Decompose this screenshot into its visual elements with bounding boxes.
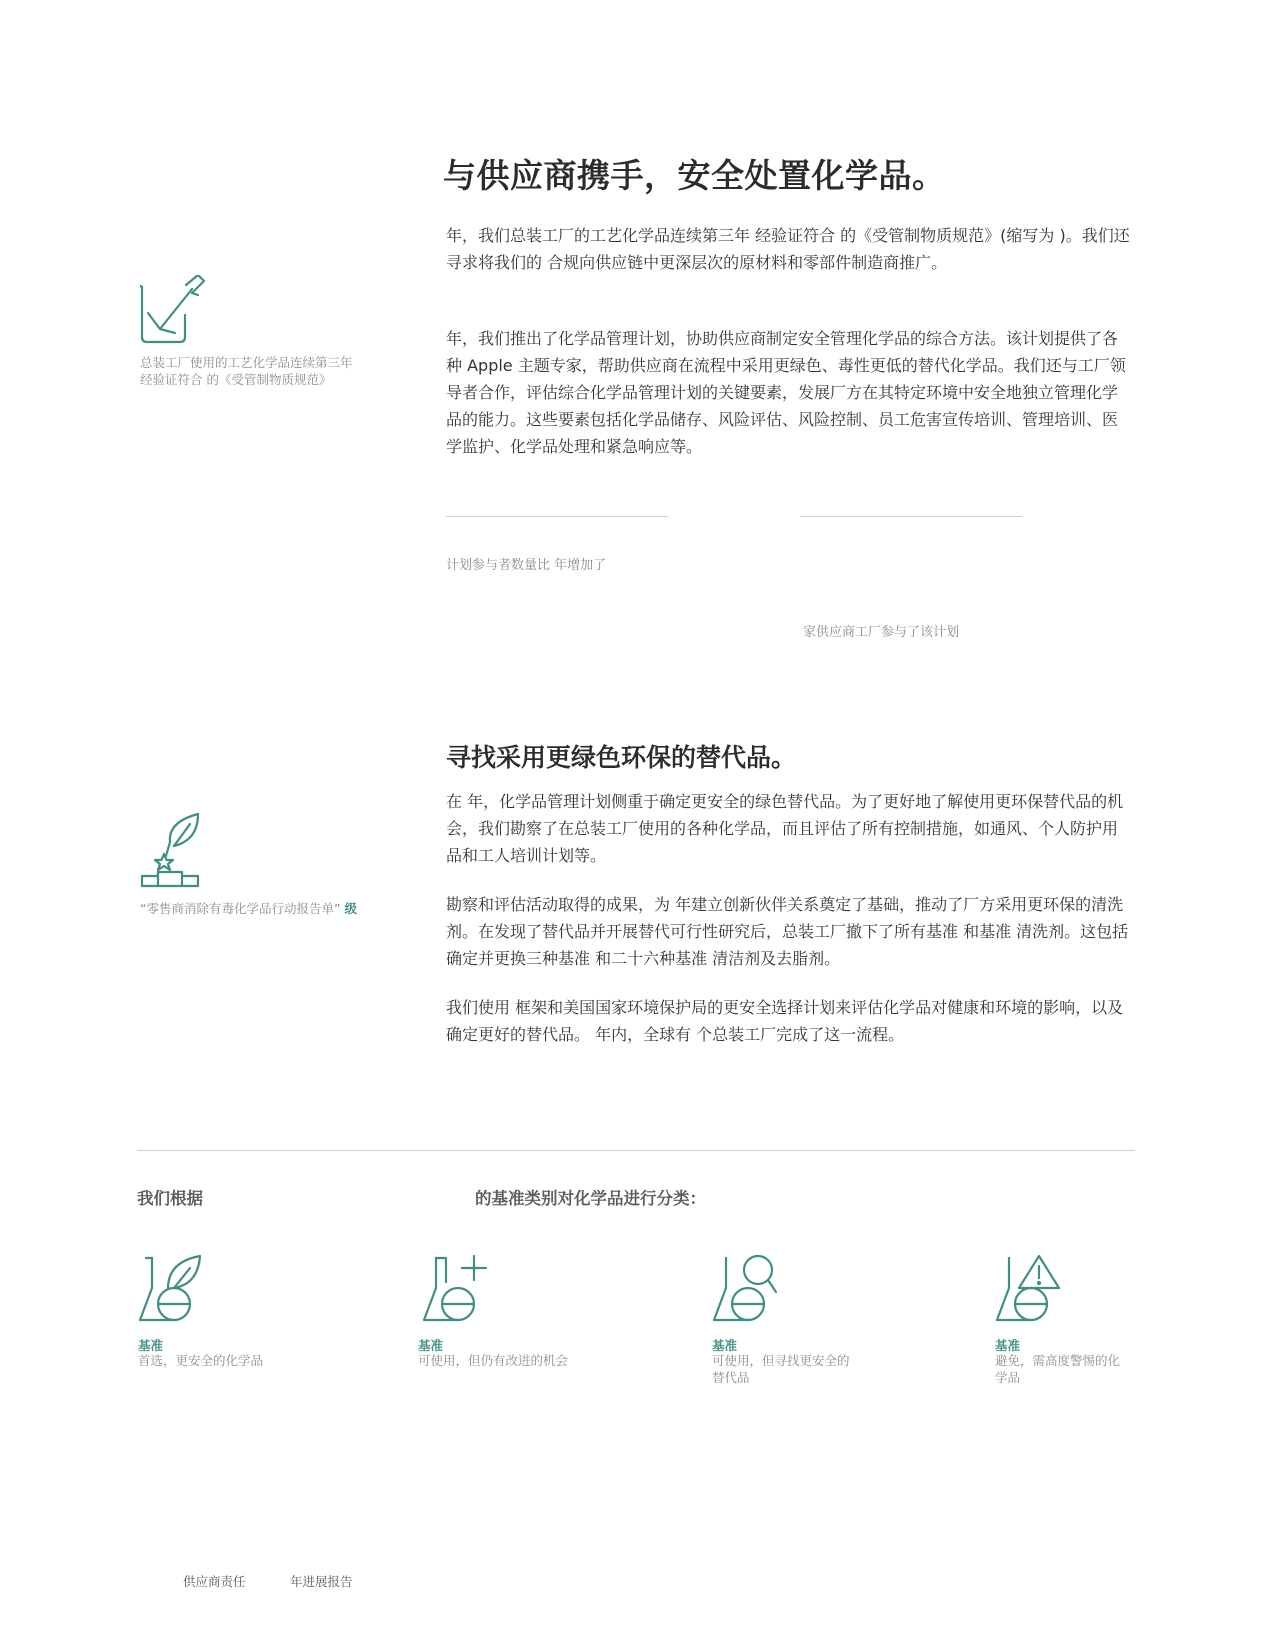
category-4-desc: 避免，需高度警惕的化学品	[995, 1353, 1121, 1385]
beaker-leaf-icon	[138, 1254, 204, 1324]
beaker-plus-icon	[422, 1254, 488, 1324]
stat-divider-left	[446, 516, 668, 517]
section2-sidebar-caption	[140, 900, 362, 917]
podium-leaf-icon	[140, 812, 202, 890]
category-2-title: 基准	[418, 1338, 444, 1353]
category-3-desc: 可使用，但寻找更安全的替代品	[712, 1353, 850, 1385]
section1-title: 与供应商携手，安全处置化学品。	[443, 156, 946, 195]
classification-intro	[137, 1185, 706, 1209]
beaker-warning-icon	[995, 1254, 1061, 1324]
section2-paragraph-1: 在 年，化学品管理计划侧重于确定更安全的绿色替代品。为了更好地了解使用更环保替代品的机会，我们勘察了在总装工厂使用的各种化学品，而且评估了所有控制措施，如通风、个人防护用品和工人培训计划等。	[446, 792, 1124, 865]
section1-paragraph-1: 年，我们总装工厂的工艺化学品连续第三年 经验证符合 的《受管制物质规范》(缩写为 )。我们还寻求将我们的 合规向供应链中更深层次的原材料和零部件制造商推广。	[446, 226, 1130, 272]
section1-sidebar-caption: 总装工厂使用的工艺化学品连续第三年 经验证符合 的《受管制物质规范》	[140, 355, 353, 387]
stat-divider-right	[800, 516, 1022, 517]
grade-label: 级	[344, 901, 357, 916]
classification-intro-prefix: 我们根据	[137, 1189, 203, 1208]
beaker-check-icon	[140, 275, 206, 345]
section1-paragraph-2: 年，我们推出了化学品管理计划，协助供应商制定安全管理化学品的综合方法。该计划提供了各种 Apple 主题专家，帮助供应商在流程中采用更绿色、毒性更低的替代化学品。我们还与工厂领导者合作，评估综合化学品管理计划的关键要素，发展厂方在其特定环境中安全地独立管理化学品的能力。这些要素包括化学品储存、风险评估、风险控制、员工危害宣传培训、管理培训、医学监护、化学品处理和紧急响应等。	[446, 329, 1126, 456]
stat-left-label: 计划参与者数量比 年增加了	[446, 558, 607, 573]
footer-report-year-label: 年进展报告	[290, 1574, 353, 1589]
section2-paragraph-2: 勘察和评估活动取得的成果，为 年建立创新伙伴关系奠定了基础，推动了厂方采用更环保的清洗剂。在发现了替代品并开展替代可行性研究后，总装工厂撤下了所有基准 和基准 清洗剂。这包括确定并更换三种基准 和二十六种基准 清洁剂及去脂剂。	[446, 895, 1129, 968]
beaker-magnifier-icon	[712, 1254, 778, 1324]
retailer-report-caption: “零售商消除有毒化学品行动报告单”	[140, 901, 345, 916]
category-4-title: 基准	[995, 1338, 1021, 1353]
category-1-title: 基准	[138, 1338, 164, 1353]
footer-report-label: 供应商责任	[183, 1574, 246, 1589]
section-divider	[137, 1150, 1135, 1151]
section2-paragraph-3: 我们使用 框架和美国国家环境保护局的更安全选择计划来评估化学品对健康和环境的影响，以及确定更好的替代品。 年内，全球有 个总装工厂完成了这一流程。	[446, 998, 1124, 1044]
stat-right-label: 家供应商工厂参与了该计划	[803, 625, 960, 640]
category-3-title: 基准	[712, 1338, 738, 1353]
category-1-desc: 首选，更安全的化学品	[138, 1353, 264, 1368]
classification-intro-suffix: 的基准类别对化学品进行分类：	[475, 1189, 706, 1208]
section2-title: 寻找采用更绿色环保的替代品。	[446, 743, 797, 772]
category-2-desc: 可使用，但仍有改进的机会	[418, 1353, 569, 1368]
